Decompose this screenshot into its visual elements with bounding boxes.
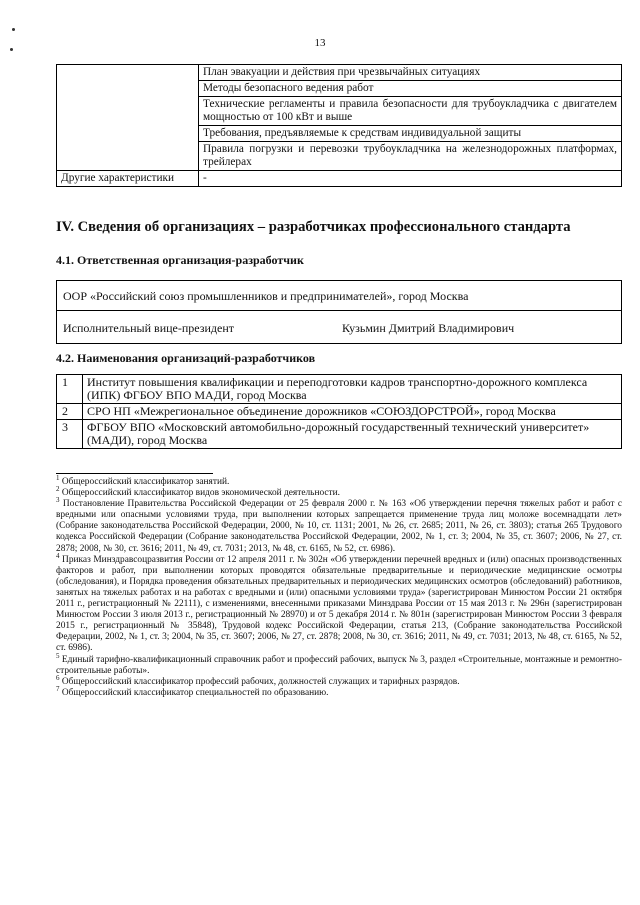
table-cell: План эвакуации и действия при чрезвычайных ситуациях [199,65,622,81]
scan-speck [12,28,15,31]
table-row [57,420,622,449]
footnote: $^7$ Общероссийский классификатор специальностей по образованию. [56,684,329,698]
developer-name: Институт повышения квалификации и переподготовки кадров транспортно-дорожного комплекса (ИПК) ФГБОУ ВПО МАДИ, город Москва [83,375,622,404]
responsible-org-name: ООР «Российский союз промышленников и предпринимателей», город Москва [63,289,469,303]
footnotes [56,473,622,699]
footnote: $^2$ Общероссийский классификатор видов экономической деятельности. [56,484,341,499]
table-row [57,375,622,404]
developers-table [56,374,622,449]
subsection-title-developers: 4.2. Наименования организаций-разработчиков [56,351,316,365]
table-row [57,404,622,420]
table-row [57,171,622,187]
table-cell: Требования, предъявляемые к средствам индивидуальной защиты [199,126,622,142]
section-title: IV. Сведения об организациях – разработчиках профессионального стандарта [56,219,571,235]
table-cell-label: Другие характеристики [57,171,199,187]
table-cell: - [199,171,622,187]
footnote: $^5$ Единый тарифно-квалификационный справочник работ и профессий рабочих, выпуск № 3, раздел «Строительные, монтажные и ремонтно-строительные работы». [56,651,622,676]
developer-name: ФГБОУ ВПО «Московский автомобильно-дорожный государственный технический университет» (МАДИ), город Москва [83,420,622,449]
row-number: 3 [57,420,83,449]
responsible-person: Кузьмин Дмитрий Владимирович [342,321,515,335]
row-number: 1 [57,375,83,404]
subsection-title-responsible: 4.1. Ответственная организация-разработчик [56,253,304,267]
knowledge-table [56,64,622,187]
footnote: $^4$ Приказ Минздравсоцразвития России от 12 апреля 2011 г. № 302н «Об утверждении перечней вредных и (или) опасных производственных факторов и работ, при выполнении которых проводятся обязательные предварительные и периодические медицинские осмотры (обследования), и Порядка проведения обязательных предварительных и периодических медицинских осмотров (обследований) работников, занятых на тяжелых работах и на работах с вредными и (или) опасными условиями труда» (зарегистрирован Минюстом России 21 октября 2011 г., регистрационный № 22111), с изменениями, внесенными приказами Минздрава России от 15 мая 2013 г. № 296н (зарегистрирован Минюстом России 3 июля 2013 г., регистрационный № 28970) и от 5 декабря 2014 г. № 801н (зарегистрирован Минюстом России 3 февраля 2015 г., регистрационный № 35848), Трудовой кодекс Российской Федерации, статья 213, (Собрание законодательства Российской Федерации, 2002, № 1, ст. 3; 2004, № 35, ст. 3607; 2006, № 27, ст. 2878; 2008, № 30, ст. 3616; 2011, № 49, ст. 7031; 2013, № 48, ст. 6165, № 52, ст. 6986). [56,551,622,654]
developer-name: СРО НП «Межрегиональное объединение дорожников «СОЮЗДОРСТРОЙ», город Москва [83,404,622,420]
responsible-position: Исполнительный вице-президент [63,321,235,335]
row-number: 2 [57,404,83,420]
footnote-rule [56,473,213,474]
divider [57,310,621,311]
footnote: $^3$ Постановление Правительства Российской Федерации от 25 февраля 2000 г. № 163 «Об утверждении перечня тяжелых работ и работ с вредными или опасными условиями труда, при выполнении которых запрещается применение труда лиц моложе восемнадцати лет» (Собрание законодательства Российской Федерации, 2000, № 10, ст. 1131; 2001, № 26, ст. 2685; 2011, № 26, ст. 3803); статья 265 Трудового кодекса Российской Федерации (Собрание законодательства Российской Федерации, 2002, № 1, ст. 3; 2004, № 35, ст. 3607; 2006, № 27, ст. 2878; 2008, № 30, ст. 3616; 2011, № 49, ст. 7031; 2013, № 48, ст. 6165, № 52, ст. 6986). [56,496,622,554]
table-cell: Правила погрузки и перевозки трубоукладчика на железнодорожных платформах, трейлерах [199,142,622,171]
table-cell: Технические регламенты и правила безопасности для трубоукладчика с двигателем мощностью от 100 кВт и выше [199,97,622,126]
page-number: 13 [314,37,326,49]
table-cell-empty [57,65,199,171]
table-row [57,65,622,81]
responsible-org-box [56,280,622,344]
footnote: $^1$ Общероссийский классификатор занятий. [56,473,230,487]
footnote: $^6$ Общероссийский классификатор профессий рабочих, должностей служащих и тарифных разрядов. [56,673,460,687]
table-cell: Методы безопасного ведения работ [199,81,622,97]
